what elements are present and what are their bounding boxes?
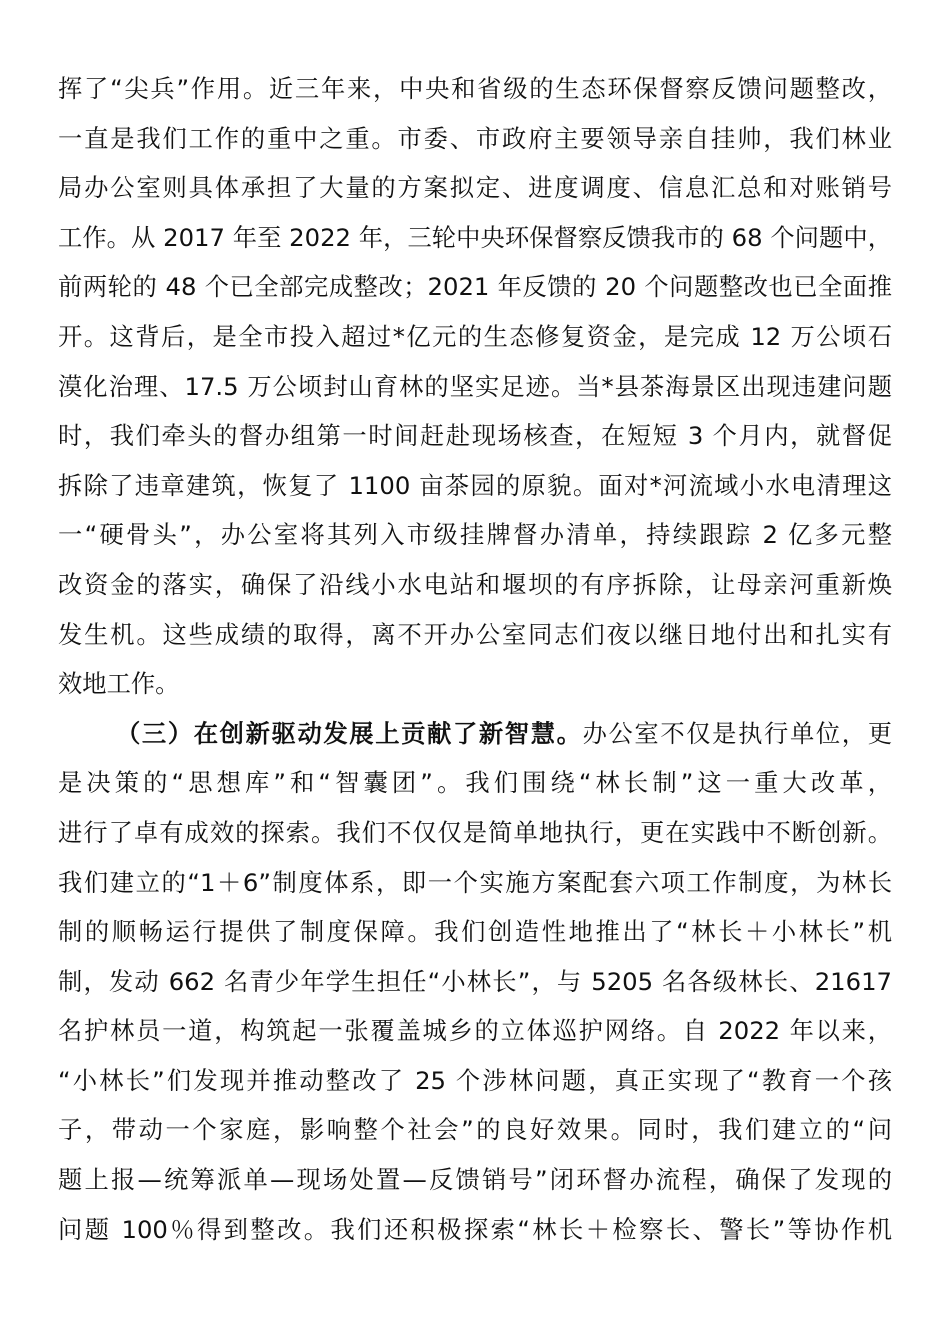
text-line: 是决策的“思想库”和“智囊团”。我们围绕“林长制”这一重大改革， bbox=[58, 768, 892, 798]
paragraph-1 bbox=[58, 64, 892, 709]
section-heading-line bbox=[58, 709, 892, 759]
text-line: 一直是我们工作的重中之重。市委、市政府主要领导亲自挂帅，我们林业 bbox=[58, 123, 892, 153]
section-heading: （三）在创新驱动发展上贡献了新智慧。 bbox=[116, 718, 583, 748]
text-line: 子，带动一个家庭，影响整个社会”的良好效果。同时，我们建立的“问 bbox=[58, 1115, 892, 1145]
text-line: 进行了卓有成效的探索。我们不仅仅是简单地执行，更在实践中不断创新。 bbox=[58, 817, 892, 847]
text-line: 局办公室则具体承担了大量的方案拟定、进度调度、信息汇总和对账销号 bbox=[58, 173, 892, 203]
text-line: 我们建立的“1＋6”制度体系，即一个实施方案配套六项工作制度，为林长 bbox=[58, 867, 892, 897]
document-page bbox=[58, 64, 892, 1254]
text-line: 前两轮的 48 个已全部完成整改；2021 年反馈的 20 个问题整改也已全面推 bbox=[58, 272, 892, 302]
text-line: 工作。从 2017 年至 2022 年，三轮中央环保督察反馈我市的 68 个问题中， bbox=[58, 222, 892, 252]
text-line: 制，发动 662 名青少年学生担任“小林长”，与 5205 名各级林长、21617 bbox=[58, 966, 892, 996]
text-line: 题上报—统筹派单—现场处置—反馈销号”闭环督办流程，确保了发现的 bbox=[58, 1165, 892, 1195]
text-line: 问题 100％得到整改。我们还积极探索“林长＋检察长、警长”等协作机 bbox=[58, 1214, 892, 1244]
text-line: 效地工作。 bbox=[58, 669, 180, 699]
text-line: 拆除了违章建筑，恢复了 1100 亩茶园的原貌。面对*河流域小水电清理这 bbox=[58, 470, 892, 500]
text-line: 时，我们牵头的督办组第一时间赶赴现场核查，在短短 3 个月内，就督促 bbox=[58, 421, 892, 451]
text-line: 名护林员一道，构筑起一张覆盖城乡的立体巡护网络。自 2022 年以来， bbox=[58, 1016, 892, 1046]
text-line: 一“硬骨头”，办公室将其列入市级挂牌督办清单，持续跟踪 2 亿多元整 bbox=[58, 520, 892, 550]
text-line: 改资金的落实，确保了沿线小水电站和堰坝的有序拆除，让母亲河重新焕 bbox=[58, 569, 892, 599]
text-line: 发生机。这些成绩的取得，离不开办公室同志们夜以继日地付出和扎实有 bbox=[58, 619, 892, 649]
text-line: 挥了“尖兵”作用。近三年来，中央和省级的生态环保督察反馈问题整改， bbox=[58, 74, 892, 103]
heading-line-text: 办公室不仅是执行单位，更 bbox=[582, 718, 893, 748]
text-line: 制的顺畅运行提供了制度保障。我们创造性地推出了“林长＋小林长”机 bbox=[58, 917, 892, 947]
text-line: “小林长”们发现并推动整改了 25 个涉林问题，真正实现了“教育一个孩 bbox=[58, 1065, 892, 1095]
text-line: 漠化治理、17.5 万公顷封山育林的坚实足迹。当*县茶海景区出现违建问题 bbox=[58, 371, 892, 401]
text-line: 开。这背后，是全市投入超过*亿元的生态修复资金，是完成 12 万公顷石 bbox=[58, 321, 892, 351]
paragraph-2 bbox=[58, 709, 892, 1255]
